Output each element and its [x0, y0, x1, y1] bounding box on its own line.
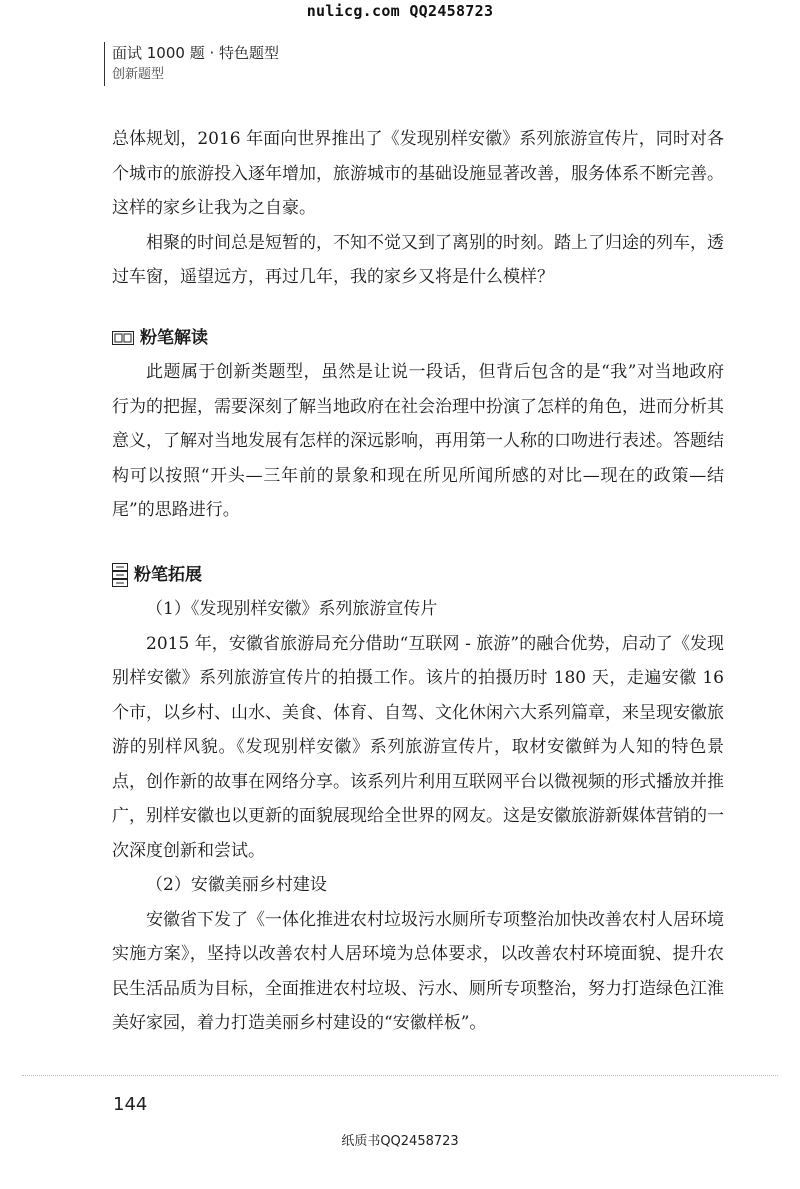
header-title: 面试 1000 题 · 特色题型 — [112, 44, 280, 62]
bottom-divider — [22, 1075, 778, 1076]
extend-item-2-heading: （2）安徽美丽乡村建设 — [146, 875, 327, 895]
extend-item-1-heading: （1）《发现别样安徽》系列旅游宣传片 — [146, 599, 438, 619]
extend-badge-icon — [112, 563, 128, 587]
running-header — [104, 42, 279, 86]
intro-paragraph-2: 相聚的时间总是短暂的，不知不觉又到了离别的时刻。踏上了归途的列车，透过车窗，遥望远方，再过几年，我的家乡又将是什么模样？ — [112, 232, 724, 287]
section-interpret-title: 粉笔解读 — [140, 327, 208, 348]
interpret-paragraph: 此题属于创新类题型，虽然是让说一段话，但背后包含的是“我”对当地政府行为的把握，需要深刻了解当地政府在社会治理中扮演了怎样的角色，进而分析其意义，了解对当地发展有怎样的深远影响，再用第一人称的口吻进行表述。答题结构可以按照“开头—三年前的景象和现在所见所闻所感的对比—现在的政策—结尾”的思路进行。 — [112, 362, 724, 520]
intro-paragraph-1: 总体规划，2016 年面向世界推出了《发现别样安徽》系列旅游宣传片，同时对各个城市的旅游投入逐年增加，旅游城市的基础设施显著改善，服务体系不断完善。这样的家乡让我为之自豪。 — [112, 129, 724, 218]
interpret-badge-icon — [112, 331, 134, 345]
section-extend-title: 粉笔拓展 — [134, 564, 202, 585]
page-number: 144 — [113, 1094, 148, 1115]
header-subtitle: 创新题型 — [112, 67, 165, 82]
section-extend-heading — [112, 558, 724, 593]
page-content — [112, 122, 724, 1041]
watermark-top: nulicg.com QQ2458723 — [306, 2, 494, 20]
watermark-bottom: 纸质书QQ2458723 — [341, 1134, 459, 1149]
section-interpret-heading — [112, 321, 724, 356]
extend-item-2-paragraph: 安徽省下发了《一体化推进农村垃圾污水厕所专项整治加快改善农村人居环境实施方案》，坚持以改善农村人居环境为总体要求，以改善农村环境面貌、提升农民生活品质为目标，全面推进农村垃圾、污水、厕所专项整治，努力打造绿色江淮美好家园，着力打造美丽乡村建设的“安徽样板”。 — [112, 909, 724, 1033]
extend-item-1-paragraph: 2015 年，安徽省旅游局充分借助“互联网 - 旅游”的融合优势，启动了《发现别样安徽》系列旅游宣传片的拍摄工作。该片的拍摄历时 180 天，走遍安徽 16 个市，以乡村、山水、美食、体育、自驾、文化休闲六大系列篇章，来呈现安徽旅游的别样风貌。《发现别样安徽》系列旅游宣传片，取材安徽鲜为人知的特色景点，创作新的故事在网络分享。该系列片利用互联网平台以微视频的形式播放并推广，别样安徽也以更新的面貌展现给全世界的网友。这是安徽旅游新媒体营销的一次深度创新和尝试。 — [112, 633, 724, 861]
